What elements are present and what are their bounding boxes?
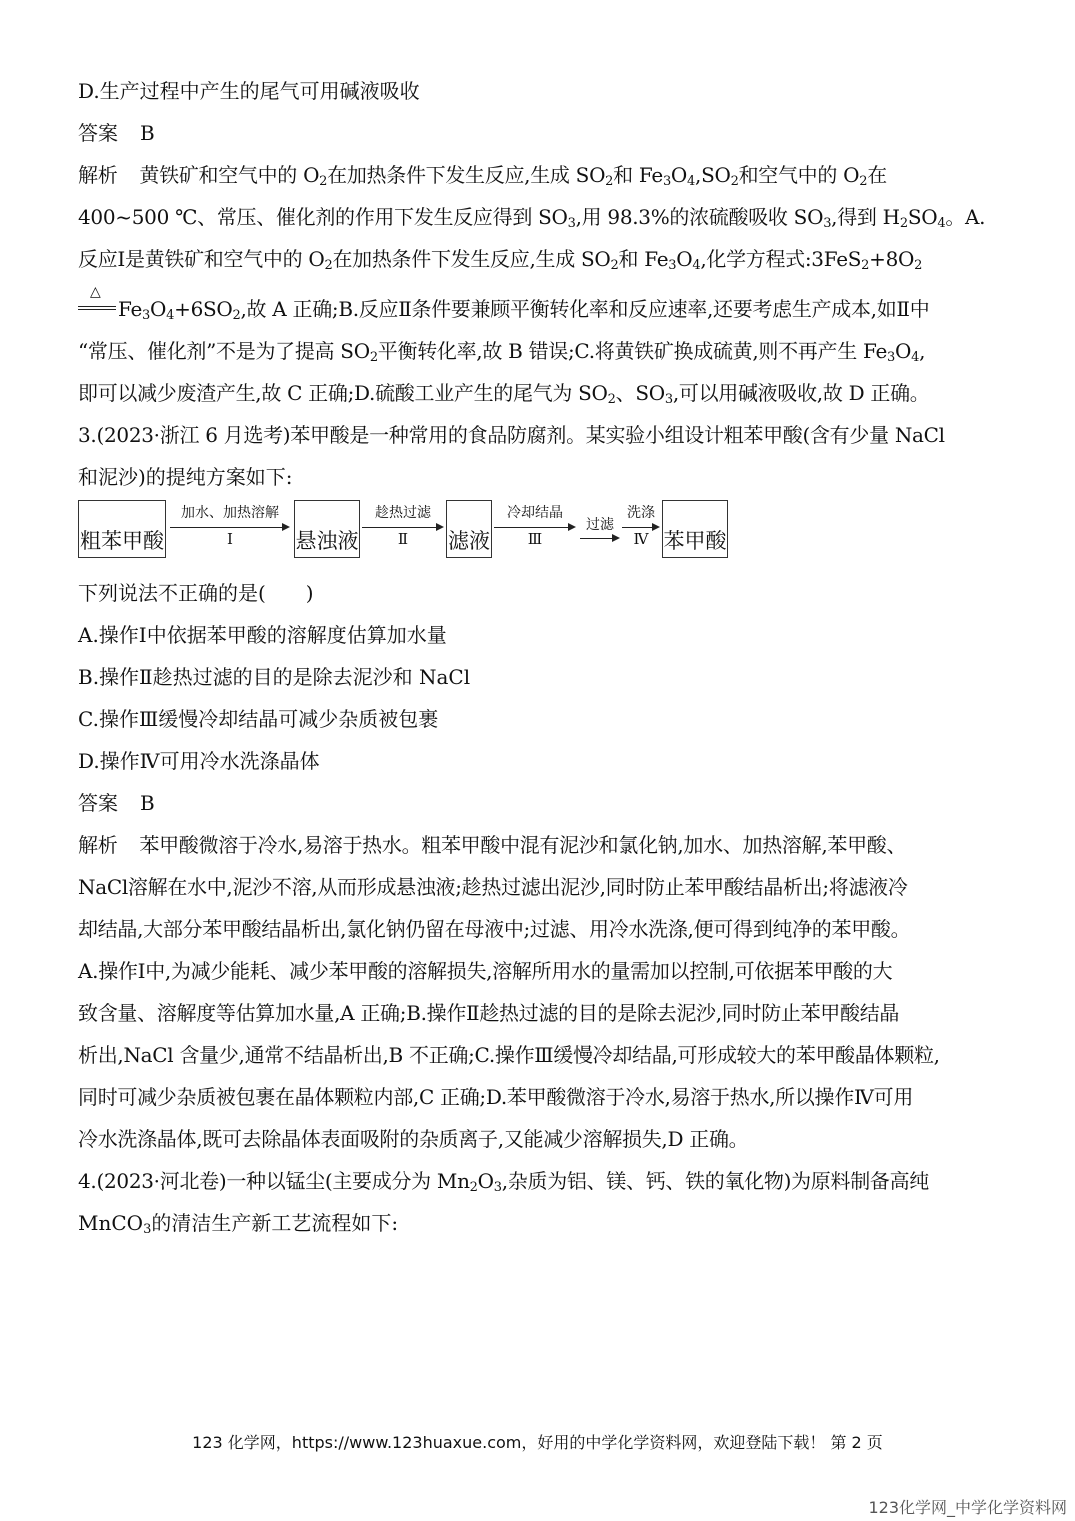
document-body [78,70,1003,1244]
answer-value: B [140,791,155,815]
option-c: C.操作Ⅲ缓慢冷却结晶可减少杂质被包裹 [78,707,439,731]
flow-box-filtrate: 滤液 [446,500,492,558]
page-footer: 123 化学网，https://www.123huaxue.com，好用的中学化学资料网，欢迎登陆下载！ 第 2 页 [192,1433,883,1452]
question-3-prompt: 下列说法不正确的是( ) [78,581,314,605]
option-d-prev: D.生产过程中产生的尾气可用碱液吸收 [78,79,420,103]
reaction-condition-sign: △ [78,288,118,330]
question-3-stem-line-2: 和泥沙)的提纯方案如下: [78,465,293,489]
option-d: D.操作Ⅳ可用冷水洗涤晶体 [78,749,320,773]
explanation-2-line-8: 冷水洗涤晶体,既可去除晶体表面吸附的杂质离子,又能减少溶解损失,D 正确。 [78,1127,749,1151]
answer-label: 答案 [78,121,118,145]
explanation-2-line-6: 析出,NaCl 含量少,通常不结晶析出,B 不正确;C.操作Ⅲ缓慢冷却结晶,可形成较大的苯甲酸晶体颗粒, [78,1043,940,1067]
purification-flowchart [78,500,1003,566]
question-3-stem-line-1: 3.(2023·浙江 6 月选考)苯甲酸是一种常用的食品防腐剂。某实验小组设计粗苯甲酸(含有少量 NaCl [78,423,945,447]
explanation-1-line-5: “常压、催化剂”不是为了提高 $SO_2$平衡转化率,故 B 错误;C.将黄铁矿换成硫黄,则不再产生 $Fe_3O_4$, [78,339,926,365]
explanation-2-line-5: 致含量、溶解度等估算加水量,A 正确;B.操作Ⅱ趁热过滤的目的是除去泥沙,同时防止苯甲酸结晶 [78,1001,900,1025]
flow-arrow-3: 冷却结晶 Ⅲ [494,500,576,558]
explanation-1-line-4: △ $Fe_3O_4+6SO_2$,故 A 正确;B.反应Ⅱ条件要兼顾平衡转化率和反应速率,还要考虑生产成本,如Ⅱ中 [78,288,1003,330]
flow-box-crude: 粗苯甲酸 [78,500,166,558]
answer-value: B [140,121,155,145]
answer-2 [78,782,1003,824]
question-4-stem-line-2: MnCO$_3$的清洁生产新工艺流程如下: [78,1211,399,1237]
explanation-2-line-4: A.操作Ⅰ中,为减少能耗、减少苯甲酸的溶解损失,溶解所用水的量需加以控制,可依据苯甲酸的大 [78,959,893,983]
question-4-stem-line-1: 4.(2023·河北卷)一种以锰尘(主要成分为 $Mn_2O_3$,杂质为铝、镁、钙、铁的氧化物)为原料制备高纯 [78,1169,930,1195]
flow-arrow-4: 过滤 [580,500,620,558]
explanation-1-line-3: 反应Ⅰ是黄铁矿和空气中的 $O_2$在加热条件下发生反应,生成 $SO_2$和 $Fe_3O_4$,化学方程式$:3FeS_2+8O_2$ [78,247,923,273]
explanation-1-line-6: 即可以减少废渣产生,故 C 正确;D.硫酸工业产生的尾气为 $SO_2$、$SO_3$,可以用碱液吸收,故 D 正确。 [78,381,930,407]
explanation-label: 解析 [78,163,118,187]
explanation-label: 解析 [78,833,118,857]
flow-arrow-2: 趁热过滤 Ⅱ [362,500,444,558]
explanation-1-line-2: 400~500 ℃、常压、催化剂的作用下发生反应得到 $SO_3$,用 98.3%的浓硫酸吸收 $SO_3$,得到 $H_2SO_4$。A. [78,205,986,231]
answer-label: 答案 [78,791,118,815]
explanation-2-line-3: 却结晶,大部分苯甲酸结晶析出,氯化钠仍留在母液中;过滤、用冷水洗涤,便可得到纯净的苯甲酸。 [78,917,911,941]
flow-box-suspension: 悬浊液 [294,500,360,558]
option-b: B.操作Ⅱ趁热过滤的目的是除去泥沙和 NaCl [78,665,471,689]
flow-arrow-5: 洗涤 Ⅳ [622,500,660,558]
explanation-1-line-1: 解析 黄铁矿和空气中的 $O_2$在加热条件下发生反应,生成 $SO_2$和 $Fe_3O_4,SO_2$和空气中的 $O_2$在 [78,154,1003,196]
answer-1 [78,112,1003,154]
flow-arrow-1: 加水、加热溶解 Ⅰ [170,500,290,558]
watermark: 123化学网_中学化学资料网 [868,1498,1067,1517]
flow-box-product: 苯甲酸 [662,500,728,558]
option-a: A.操作Ⅰ中依据苯甲酸的溶解度估算加水量 [78,623,447,647]
explanation-2-line-1: 解析 苯甲酸微溶于冷水,易溶于热水。粗苯甲酸中混有泥沙和氯化钠,加水、加热溶解,苯甲酸、 [78,824,1003,866]
explanation-2-line-2: NaCl溶解在水中,泥沙不溶,从而形成悬浊液;趁热过滤出泥沙,同时防止苯甲酸结晶析出;将滤液冷 [78,875,908,899]
explanation-2-line-7: 同时可减少杂质被包裹在晶体颗粒内部,C 正确;D.苯甲酸微溶于冷水,易溶于热水,所以操作Ⅳ可用 [78,1085,914,1109]
